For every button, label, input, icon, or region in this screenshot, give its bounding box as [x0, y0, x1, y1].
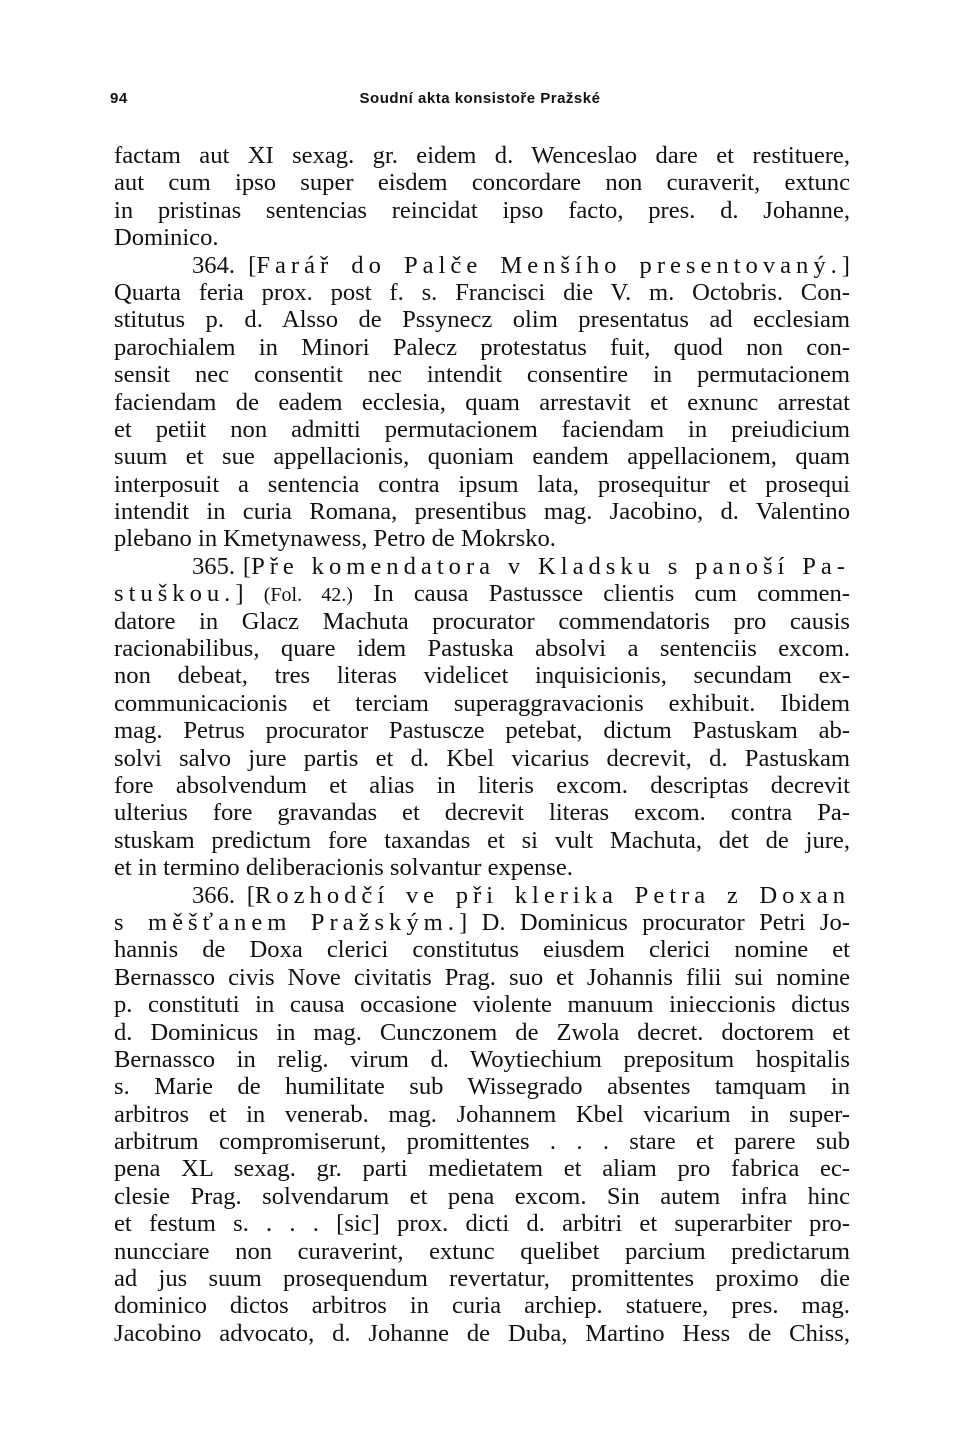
line-text: intendit in curia Romana, presentibus mag. Jacobino, d. Valentino	[114, 498, 850, 526]
line-text: stitutus p. d. Alsso de Pssynecz olim presentatus ad ecclesiam	[114, 306, 850, 334]
line-text: Dominico.	[114, 224, 219, 252]
text-line	[114, 745, 850, 772]
text-line	[114, 717, 850, 744]
text-line	[114, 772, 850, 799]
line-text: et in termino deliberacionis solvantur expense.	[114, 854, 573, 882]
line-text: in pristinas sentencias reincidat ipso facto, pres. d. Johanne,	[114, 196, 850, 224]
text-line	[114, 169, 850, 196]
line-text: Jacobino advocato, d. Johanne de Duba, Martino Hess de Chiss,	[114, 1319, 850, 1347]
line-text: plebano in Kmetynawess, Petro de Mokrsko.	[114, 525, 556, 553]
heading-bracket: ]	[235, 580, 244, 608]
text-line	[114, 799, 850, 826]
text-line	[114, 1101, 850, 1128]
text-line	[114, 389, 850, 416]
line-text: d. Dominicus in mag. Cunczonem de Zwola decret. doctorem et	[114, 1018, 850, 1046]
text-line	[114, 882, 850, 909]
line-text: p. constituti in causa occasione violente manuum inieccionis dictus	[114, 991, 850, 1019]
line-text: mag. Petrus procurator Pastuscze petebat, dictum Pastuskam ab-	[114, 717, 850, 745]
line-text: arbitrum compromiserunt, promittentes . . . stare et parere sub	[114, 1128, 850, 1156]
text-line	[114, 142, 850, 169]
text-line	[114, 580, 850, 607]
line-text: et festum s. . . . [sic] prox. dicti d. arbitri et superarbiter pro-	[114, 1210, 850, 1238]
body-text	[114, 142, 850, 1347]
text-line	[114, 1210, 850, 1237]
text-line	[114, 361, 850, 388]
line-text: parochialem in Minori Palecz protestatus fuit, quod non con-	[114, 333, 850, 361]
text-line	[114, 252, 850, 279]
text-line	[114, 416, 850, 443]
heading-bracket: ]	[841, 251, 850, 279]
text-line	[114, 1265, 850, 1292]
entry-heading: Farář do Palče Menšího presentovaný.	[256, 251, 842, 279]
text-line	[114, 608, 850, 635]
line-text: Bernassco in relig. virum d. Woytiechium prepositum hospitalis	[114, 1045, 850, 1073]
text-line	[114, 553, 850, 580]
line-text: nuncciare non curaverint, extunc quelibet parcium predictarum	[114, 1237, 850, 1265]
line-text: faciendam de eadem ecclesia, quam arrestavit et exnunc arrestat	[114, 388, 850, 416]
entry-heading: s měšťanem Pražským.	[114, 908, 459, 936]
text-line	[114, 1292, 850, 1319]
line-text: datore in Glacz Machuta procurator commendatoris pro causis	[114, 607, 850, 635]
text-line	[114, 1128, 850, 1155]
text-line	[114, 991, 850, 1018]
text-line	[114, 936, 850, 963]
text-line	[114, 690, 850, 717]
line-text: hannis de Doxa clerici constitutus eiusdem clerici nomine et	[114, 936, 850, 964]
page-number: 94	[110, 90, 128, 107]
text-line	[114, 1320, 850, 1347]
line-text: ad jus suum prosequendum revertatur, promittentes proximo die	[114, 1265, 850, 1293]
line-text: solvi salvo jure partis et d. Kbel vicarius decrevit, d. Pastuskam	[114, 744, 850, 772]
page-header	[110, 90, 850, 118]
line-text: clesie Prag. solvendarum et pena excom. Sin autem infra hinc	[114, 1182, 850, 1210]
entry-heading: Pře komendatora v Kladsku s panoší Pa-	[251, 552, 850, 580]
text-line	[114, 1155, 850, 1182]
line-text: et petiit non admitti permutacionem faciendam in preiudicium	[114, 415, 850, 443]
line-text: interposuit a sentencia contra ipsum lata, prosequitur et prosequi	[114, 470, 850, 498]
text-line	[114, 909, 850, 936]
line-text: Bernassco civis Nove civitatis Prag. suo et Johannis filii sui nomine	[114, 963, 850, 991]
line-text: sensit nec consentit nec intendit consentire in permutacionem	[114, 361, 850, 389]
running-title: Soudní akta konsistoře Pražské	[359, 90, 601, 107]
entry-number: 366. [	[192, 881, 255, 909]
line-text: non debeat, tres literas videlicet inquisicionis, secundam ex-	[114, 662, 850, 690]
line-text: Quarta feria prox. post f. s. Francisci die V. m. Octobris. Con-	[114, 278, 850, 306]
text-line	[114, 1046, 850, 1073]
text-line	[114, 1238, 850, 1265]
folio-reference: (Fol. 42.)	[263, 584, 353, 607]
text-line	[114, 525, 850, 552]
text-line	[114, 827, 850, 854]
line-text: dominico dictos arbitros in curia archiep. statuere, pres. mag.	[114, 1292, 850, 1320]
line-text: pena XL sexag. gr. parti medietatem et aliam pro fabrica ec-	[114, 1155, 850, 1183]
text-line	[114, 854, 850, 881]
text-line	[114, 964, 850, 991]
line-text: In causa Pastussce clientis cum commen-	[373, 580, 850, 608]
text-line	[114, 443, 850, 470]
text-line	[114, 197, 850, 224]
text-line	[114, 1183, 850, 1210]
entry-number: 365. [	[192, 552, 252, 580]
line-text: ulterius fore gravandas et decrevit literas excom. contra Pa-	[114, 799, 850, 827]
line-text: D. Dominicus procurator Petri Jo-	[481, 908, 850, 936]
line-text: s. Marie de humilitate sub Wissegrado absentes tamquam in	[114, 1073, 850, 1101]
line-text: factam aut XI sexag. gr. eidem d. Wenceslao dare et restituere,	[114, 142, 850, 169]
line-text: suum et sue appellacionis, quoniam eandem appellacionem, quam	[114, 443, 850, 471]
text-line	[114, 635, 850, 662]
text-line	[114, 1019, 850, 1046]
entry-heading: Rozhodčí ve při klerika Petra z Doxan	[254, 881, 850, 909]
line-text: communicacionis et terciam superaggravacionis exhibuit. Ibidem	[114, 689, 850, 717]
heading-bracket: ]	[458, 908, 468, 936]
text-line	[114, 498, 850, 525]
line-text: fore absolvendum et alias in literis excom. descriptas decrevit	[114, 771, 850, 799]
text-line	[114, 662, 850, 689]
line-text: arbitros et in venerab. mag. Johannem Kbel vicarium in super-	[114, 1100, 850, 1128]
text-line	[114, 306, 850, 333]
line-text: stuskam predictum fore taxandas et si vult Machuta, det de jure,	[114, 826, 850, 854]
line-text: racionabilibus, quare idem Pastuska absolvi a sentenciis excom.	[114, 635, 850, 663]
text-line	[114, 471, 850, 498]
text-line	[114, 1073, 850, 1100]
line-text: aut cum ipso super eisdem concordare non curaverit, extunc	[114, 169, 850, 197]
entry-number: 364. [	[192, 251, 257, 279]
text-line	[114, 334, 850, 361]
text-line	[114, 224, 850, 251]
entry-heading: stuškou.	[114, 580, 236, 608]
text-line	[114, 279, 850, 306]
